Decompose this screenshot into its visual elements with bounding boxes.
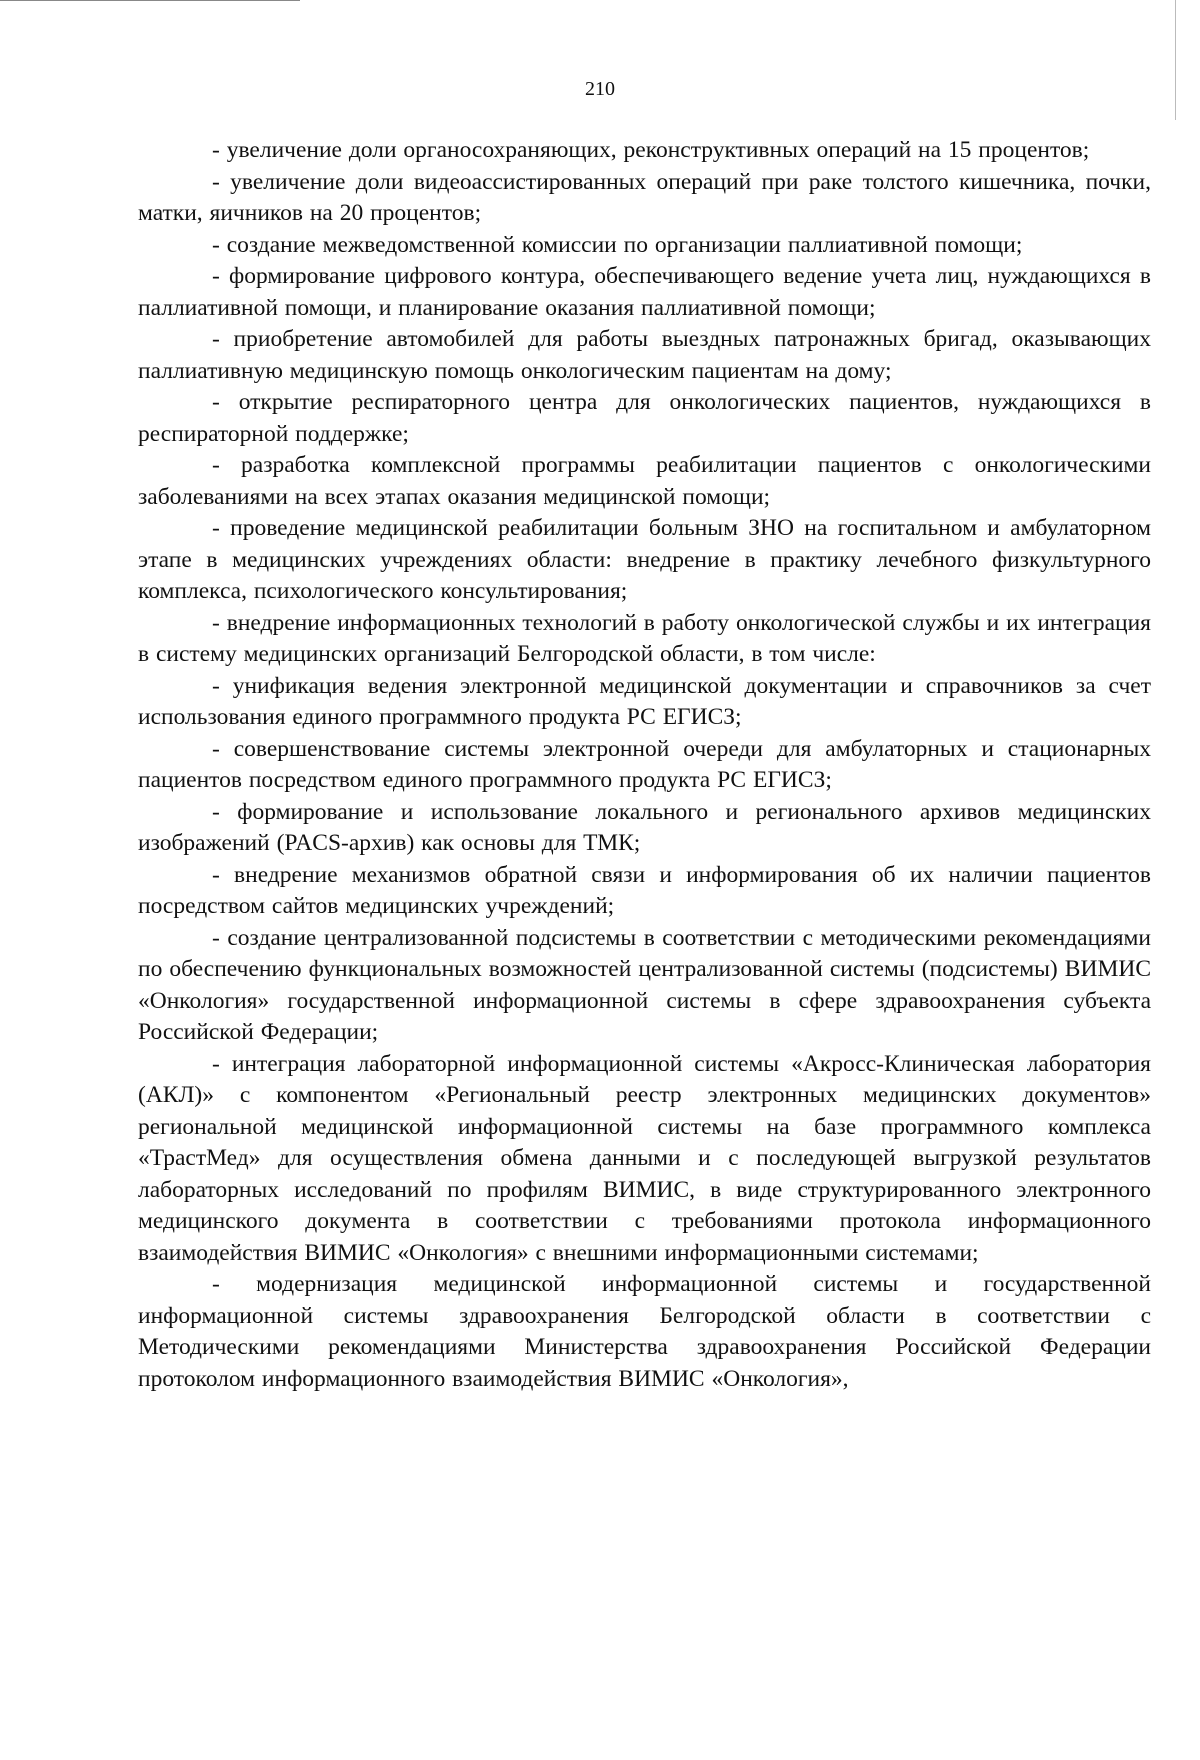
list-item: - формирование и использование локального и регионального архивов медицинских изображений (PACS-архив) как основы для ТМК; bbox=[138, 798, 1151, 856]
list-item: - увеличение доли видеоассистированных операций при раке толстого кишечника, почки, матки, яичников на 20 процентов; bbox=[138, 168, 1151, 226]
list-item: - модернизация медицинской информационной системы и государственной информационной системы здравоохранения Белгородской области в соответствии с Методическими рекомендациями Министерства здравоохранения Российской Федерации протоколом информационного взаимодействия ВИМИС «Онкология», bbox=[138, 1271, 1151, 1392]
list-item: - внедрение информационных технологий в работу онкологической службы и их интеграция в систему медицинских организаций Белгородской области, в том числе: bbox=[138, 609, 1151, 667]
list-item: - разработка комплексной программы реабилитации пациентов с онкологическими заболеваниями на всех этапах оказания медицинской помощи; bbox=[138, 452, 1151, 510]
list-item: - создание межведомственной комиссии по организации паллиативной помощи; bbox=[212, 231, 1023, 258]
list-item: - формирование цифрового контура, обеспечивающего ведение учета лиц, нуждающихся в паллиативной помощи, и планирование оказания паллиативной помощи; bbox=[138, 263, 1151, 321]
scan-edge-line bbox=[1175, 0, 1176, 120]
page-number: 210 bbox=[585, 78, 615, 100]
list-item: - совершенствование системы электронной очереди для амбулаторных и стационарных пациентов посредством единого программного продукта РС ЕГИСЗ; bbox=[138, 735, 1151, 793]
list-item: - увеличение доли органосохраняющих, реконструктивных операций на 15 процентов; bbox=[212, 137, 1090, 163]
list-item: - унификация ведения электронной медицинской документации и справочников за счет использования единого программного продукта РС ЕГИСЗ; bbox=[138, 672, 1151, 730]
list-item: - открытие респираторного центра для онкологических пациентов, нуждающихся в респираторной поддержке; bbox=[138, 389, 1151, 447]
list-item: - внедрение механизмов обратной связи и информирования об их наличии пациентов посредством сайтов медицинских учреждений; bbox=[138, 861, 1151, 919]
list-item: - интеграция лабораторной информационной системы «Акросс-Клиническая лаборатория (АКЛ)» с компонентом «Региональный реестр электронных медицинских документов» региональной медицинской информационной системы на базе программного комплекса «ТрастМед» для осуществления обмена данными и с последующей выгрузкой результатов лабораторных исследований по профилям ВИМИС, в виде структурированного электронного медицинского документа в соответствии с требованиями протокола информационного взаимодействия ВИМИС «Онкология» с внешними информационными системами; bbox=[138, 1050, 1151, 1266]
document-body bbox=[138, 135, 1151, 1395]
scan-edge-line bbox=[0, 0, 300, 1]
list-item: - создание централизованной подсистемы в соответствии с методическими рекомендациями по обеспечению функциональных возможностей централизованной системы (подсистемы) ВИМИС «Онкология» государственной информационной системы в сфере здравоохранения субъекта Российской Федерации; bbox=[138, 924, 1151, 1045]
list-item: - приобретение автомобилей для работы выездных патронажных бригад, оказывающих паллиативную медицинскую помощь онкологическим пациентам на дому; bbox=[138, 326, 1151, 384]
list-item: - проведение медицинской реабилитации больным ЗНО на госпитальном и амбулаторном этапе в медицинских учреждениях области: внедрение в практику лечебного физкультурного комплекса, психологического консультирования; bbox=[138, 515, 1151, 604]
